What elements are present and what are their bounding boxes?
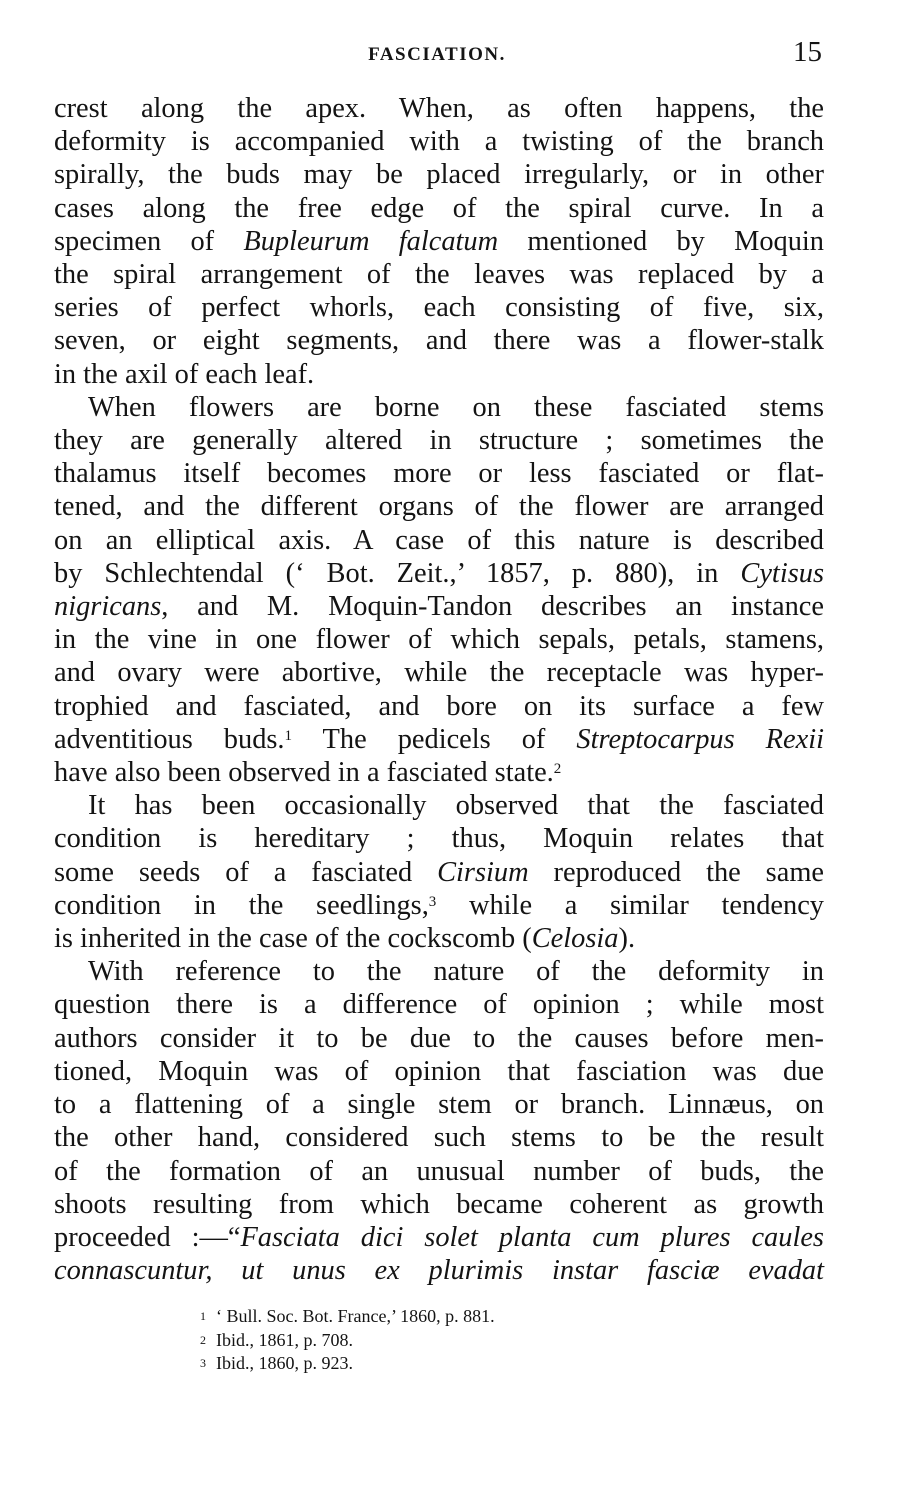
paragraph-1 xyxy=(54,92,824,391)
footnote-mark: 3 xyxy=(200,1356,206,1370)
text-line: crest along the apex. When, as often happens, the xyxy=(54,93,824,124)
text-line: cases along the free edge of the spiral curve. In a xyxy=(54,192,824,224)
text-line: It has been occasionally observed that the fasciated xyxy=(88,790,824,822)
footnote-text: ‘ Bull. Soc. Bot. France,’ 1860, p. 881. xyxy=(216,1306,495,1326)
footnote-text: Ibid., 1861, p. 708. xyxy=(216,1329,353,1350)
species-name: Streptocarpus Rexii xyxy=(576,723,824,755)
text-run: reproduced the same xyxy=(528,856,825,888)
latin-quotation: Fasciata dici solet planta cum plures caules xyxy=(240,1221,824,1253)
paragraph-2 xyxy=(54,391,824,789)
text-line: on an elliptical axis. A case of this nature is described xyxy=(54,524,824,556)
text-line xyxy=(54,889,824,922)
text-line: tioned, Moquin was of opinion that fasciation was due xyxy=(54,1055,824,1087)
footnote-2 xyxy=(200,1329,700,1353)
text-line: in the vine in one flower of which sepals, petals, stamens, xyxy=(54,624,824,656)
text-run: proceeded :—“ xyxy=(54,1221,241,1253)
footnote-text: Ibid., 1860, p. 923. xyxy=(216,1353,353,1373)
latin-quotation: connascuntur, ut unus ex plurimis instar fasciæ evadat xyxy=(54,1255,824,1287)
text-line: series of perfect whorls, each consisting of five, six, xyxy=(54,292,824,324)
footnotes xyxy=(200,1305,700,1376)
text-run: condition in the seedlings, xyxy=(54,889,429,921)
running-title: FASCIATION. xyxy=(368,44,506,65)
text-line: in the axil of each leaf. xyxy=(54,358,315,390)
text-line: question there is a difference of opinion ; while most xyxy=(54,989,824,1021)
text-line: thalamus itself becomes more or less fasciated or flat- xyxy=(54,458,824,490)
footnote-mark: 1 xyxy=(200,1309,206,1323)
running-head xyxy=(52,36,822,76)
footnote-ref[interactable]: 3 xyxy=(428,893,437,910)
text-run: some seeds of a fasciated xyxy=(54,856,438,888)
footnote-ref[interactable]: 2 xyxy=(553,760,562,777)
species-name: Cirsium xyxy=(437,856,529,888)
footnote-1 xyxy=(200,1305,700,1329)
text-line xyxy=(54,856,824,889)
text-line xyxy=(54,225,824,258)
text-line: the other hand, considered such stems to be the result xyxy=(54,1122,824,1154)
text-line xyxy=(54,922,824,955)
paragraph-4 xyxy=(54,955,824,1287)
text-run: have also been observed in a fasciated state. xyxy=(54,757,554,789)
text-run: The pedicels of xyxy=(292,723,577,755)
page-number: 15 xyxy=(793,36,822,68)
text-line: of the formation of an unusual number of buds, the xyxy=(54,1155,824,1187)
text-line: the spiral arrangement of the leaves was replaced by a xyxy=(54,259,824,291)
species-name: Bupleurum falcatum xyxy=(243,225,499,257)
footnote-3 xyxy=(200,1352,700,1376)
text-line xyxy=(54,590,824,623)
text-line: spirally, the buds may be placed irregularly, or in other xyxy=(54,159,824,191)
text-run: mentioned by Moquin xyxy=(498,225,824,257)
text-line xyxy=(54,1221,824,1254)
text-line xyxy=(54,1254,824,1287)
footnote-mark: 2 xyxy=(200,1332,206,1347)
text-line: and ovary were abortive, while the receptacle was hyper- xyxy=(54,657,824,689)
body-text xyxy=(54,92,824,1287)
text-line xyxy=(54,723,824,756)
text-line: condition is hereditary ; thus, Moquin relates that xyxy=(54,823,824,855)
text-run: ). xyxy=(618,923,636,955)
text-run: specimen of xyxy=(54,225,244,257)
text-line: authors consider it to be due to the causes before men- xyxy=(54,1022,824,1054)
text-line xyxy=(54,557,824,590)
species-name: nigricans xyxy=(54,591,162,623)
text-line: trophied and fasciated, and bore on its surface a few xyxy=(54,690,824,722)
text-run: while a similar tendency xyxy=(436,889,824,921)
text-line: When flowers are borne on these fasciated stems xyxy=(88,391,824,423)
species-name: Cytisus xyxy=(740,557,824,589)
text-line: shoots resulting from which became coherent as growth xyxy=(54,1188,824,1220)
text-line: deformity is accompanied with a twisting of the branch xyxy=(54,126,824,158)
text-run: is inherited in the case of the cockscomb ( xyxy=(54,923,532,955)
text-line: seven, or eight segments, and there was a flower-stalk xyxy=(54,325,824,357)
text-run: by Schlechtendal (‘ Bot. Zeit.,’ 1857, p. 880), in xyxy=(54,557,741,589)
text-line: With reference to the nature of the deformity in xyxy=(88,956,824,988)
species-name: Celosia xyxy=(531,923,619,955)
text-run: adventitious buds. xyxy=(54,723,285,755)
text-line xyxy=(54,756,824,789)
text-line: tened, and the different organs of the flower are arranged xyxy=(54,491,824,523)
footnote-ref[interactable]: 1 xyxy=(284,727,293,744)
paragraph-3 xyxy=(54,789,824,955)
text-line: to a flattening of a single stem or branch. Linnæus, on xyxy=(54,1089,824,1121)
text-run: , and M. Moquin-Tandon describes an instance xyxy=(161,591,824,623)
text-line: they are generally altered in structure ; sometimes the xyxy=(54,425,824,457)
